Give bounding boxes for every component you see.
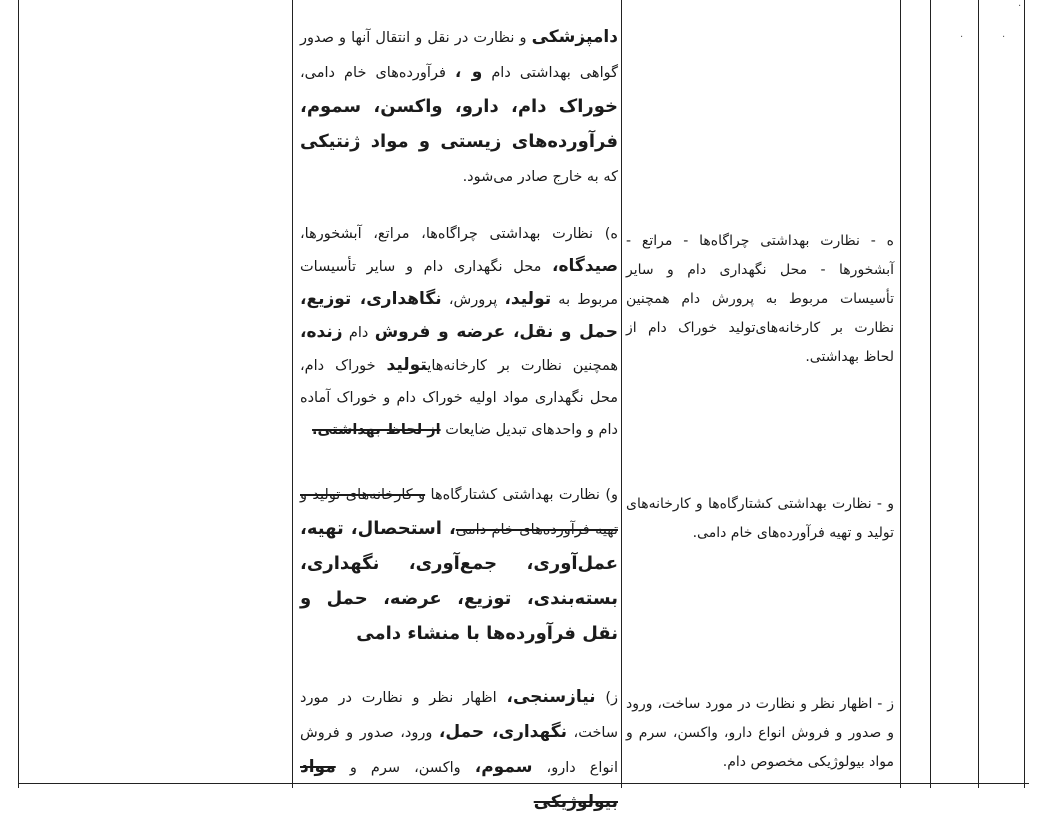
amended-paragraph: و) نظارت بهداشتی کشتارگاه‌ها و کارخانه‌های تولید و تهیه فرآورده‌های خام دامی، استحصال، تهیه، عمل‌آوری، جمع‌آوری، نگهداری، بسته‌بندی، توزیع، عرضه، حمل و نقل فرآورده‌ها با منشاء دامی: [300, 487, 618, 644]
deleted-text: از لحاظ بهداشتی.: [312, 422, 441, 438]
original-block-ze: [626, 690, 894, 777]
amended-paragraph: ه) نظارت بهداشتی چراگاه‌ها، مراتع، آبشخورها، صیدگاه، محل نگهداری دام و سایر تأسیسات مربوط به تولید، پرورش، نگاهداری، توزیع، حمل و نقل، عرضه و فروش دام زنده، همچنین نظارت بر کارخانه‌هایتولید خوراک دام، محل نگهداری مواد اولیه خوراک دام و خوراک آماده دام و واحدهای تبدیل ضایعات از لحاظ بهداشتی.: [300, 226, 618, 438]
column-divider-new-old: [621, 0, 622, 788]
deleted-text: و کارخانه‌های تولید و تهیه فرآورده‌های خام دامی: [300, 487, 618, 538]
table-border-left: [18, 0, 19, 788]
margin-mark-top-right: .: [1018, 0, 1022, 9]
column-divider-number-right: [978, 0, 979, 788]
table-border-right: [1024, 0, 1025, 788]
original-block-vav: [626, 490, 894, 548]
amended-block-he: [300, 218, 618, 446]
original-block-he: [626, 227, 894, 372]
amended-block-export-supervision: [300, 20, 618, 194]
column-divider-old-number: [900, 0, 901, 788]
amended-block-ze: [300, 680, 618, 820]
amended-text-column: [300, 20, 618, 812]
margin-mark-1: ·: [960, 32, 964, 43]
deleted-text: مواد بیولوژیکی: [300, 757, 618, 812]
margin-mark-2: ·: [1002, 32, 1006, 43]
column-divider-number-inner: [930, 0, 931, 788]
amended-paragraph: دامپزشکی و نظارت در نقل و انتقال آنها و صدور گواهی بهداشتی دام و ، فرآورده‌های خام دامی، خوراک دام، دارو، واکسن، سموم، فرآورده‌های زیستی و مواد ژنتیکی که به خارج صادر می‌شود.: [300, 27, 618, 185]
amended-paragraph: ز) نیازسنجی، اظهار نظر و نظارت در مورد ساخت، نگهداری، حمل، ورود، صدور و فروش انواع دارو، سموم، واکسن، سرم و مواد بیولوژیکی: [300, 687, 618, 812]
original-paragraph: ز - اظهار نظر و نظارت در مورد ساخت، ورود و صدور و فروش انواع دارو، واکسن، سرم و مواد بیولوژیکی مخصوص دام.: [626, 696, 894, 770]
amended-block-vav: [300, 478, 618, 652]
original-text-column: [626, 0, 894, 785]
original-paragraph: ه - نظارت بهداشتی چراگاه‌ها - مراتع - آبشخورها - محل نگهداری دام و سایر تأسیسات مربوط به پرورش دام همچنین نظارت بر کارخانه‌های‌تولید خوراک دام از لحاظ بهداشتی.: [626, 233, 894, 365]
column-divider-new-text-left: [292, 0, 293, 788]
original-paragraph: و - نظارت بهداشتی کشتارگاه‌ها و کارخانه‌های تولید و تهیه فرآورده‌های خام دامی.: [626, 496, 894, 541]
